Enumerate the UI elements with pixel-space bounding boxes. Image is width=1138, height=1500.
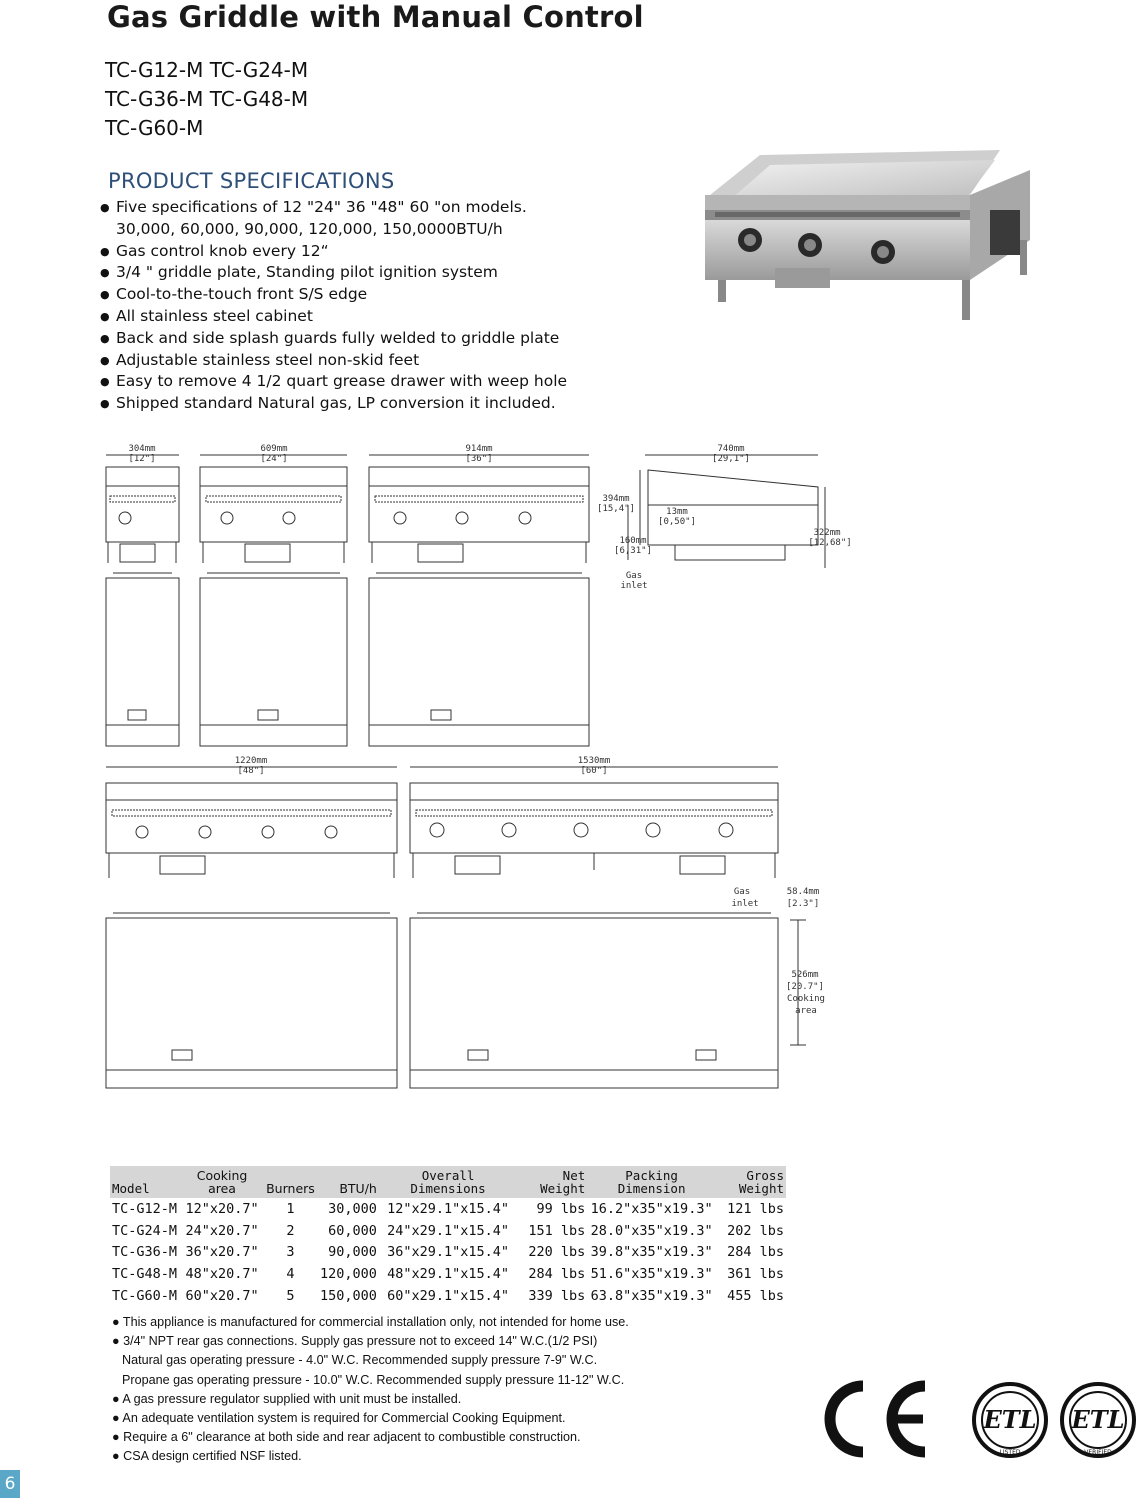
cell-btu: 90,000 xyxy=(328,1244,377,1261)
etl-listed-icon xyxy=(970,1380,1050,1460)
col-pack xyxy=(587,1166,716,1198)
dim-label: 1530mm xyxy=(577,756,611,766)
spec-item: ● Shipped standard Natural gas, LP conversion it included. xyxy=(100,393,567,415)
table-row xyxy=(110,1242,786,1264)
cell-pack: 63.8"x35"x19.3" xyxy=(590,1288,713,1305)
note-item xyxy=(112,1371,629,1390)
cell-model: TC-G48-M xyxy=(112,1266,178,1283)
page-title: Gas Griddle with Manual Control xyxy=(107,0,644,34)
cell-burners: 5 xyxy=(286,1288,295,1305)
col-net-2: Weight xyxy=(540,1181,586,1196)
cell-gross: 121 lbs xyxy=(727,1200,784,1217)
note-text: Propane gas operating pressure - 10.0" W.C. Recommended supply pressure 11-12" W.C. xyxy=(122,1372,625,1387)
col-btu: BTU/h xyxy=(318,1166,379,1198)
col-overall-1: Overall xyxy=(421,1168,475,1183)
note-text: Natural gas operating pressure - 4.0" W.C. Recommended supply pressure 7-9" W.C. xyxy=(122,1353,598,1368)
table-row xyxy=(110,1285,786,1307)
note-item: ● An adequate ventilation system is required for Commercial Cooking Equipment. xyxy=(112,1411,566,1426)
cell-overall: 36"x29.1"x15.4" xyxy=(387,1244,510,1261)
cell-model: TC-G24-M xyxy=(112,1222,178,1239)
spec-item: 30,000, 60,000, 90,000, 120,000, 150,0000BTU/h xyxy=(116,219,503,238)
spec-heading: PRODUCT SPECIFICATIONS xyxy=(108,169,395,193)
cell-overall: 24"x29.1"x15.4" xyxy=(387,1222,510,1239)
note-item: ● This appliance is manufactured for commercial installation only, not intended for home use. xyxy=(112,1315,629,1329)
dim-label: area xyxy=(795,1006,817,1016)
cell-gross: 455 lbs xyxy=(727,1288,784,1305)
cell-model: TC-G60-M xyxy=(112,1288,178,1305)
note-item: ● 3/4" NPT rear gas connections. Supply gas pressure not to exceed 14" W.C.(1/2 PSI) xyxy=(112,1334,598,1349)
cell-area: 24"x20.7" xyxy=(185,1222,259,1239)
dim-label: [36"] xyxy=(465,454,493,464)
dim-label: 1220mm xyxy=(234,756,268,766)
spec-item: ● Adjustable stainless steel non-skid feet xyxy=(100,350,567,372)
col-net-1: Net xyxy=(562,1168,586,1183)
note-item xyxy=(112,1351,629,1370)
model-line: TC-G60-M xyxy=(105,116,204,140)
dim-label: Gas xyxy=(625,571,643,581)
cell-pack: 51.6"x35"x19.3" xyxy=(590,1266,713,1283)
drawing-48-front xyxy=(106,767,397,878)
spec-item: ● Easy to remove 4 1/2 quart grease drawer with weep hole xyxy=(100,371,567,393)
note-item: ● A gas pressure regulator supplied with unit must be installed. xyxy=(112,1391,462,1406)
cell-area: 60"x20.7" xyxy=(185,1288,259,1305)
etl-text: ETL xyxy=(983,1405,1037,1434)
dim-label: inlet xyxy=(731,899,759,909)
col-model: Model xyxy=(110,1166,181,1198)
note-item: ● CSA design certified NSF listed. xyxy=(112,1449,302,1464)
cell-area: 12"x20.7" xyxy=(185,1200,259,1217)
notes-list xyxy=(112,1313,629,1467)
col-net xyxy=(517,1166,587,1198)
cell-gross: 284 lbs xyxy=(727,1244,784,1261)
col-area: Cooking area xyxy=(181,1166,263,1198)
dim-label: Gas xyxy=(733,887,751,897)
dim-label: 58.4mm xyxy=(786,887,820,897)
dim-label: 526mm xyxy=(791,970,819,980)
cell-btu: 60,000 xyxy=(328,1222,377,1239)
dim-label: 322mm xyxy=(813,528,841,538)
etl-verified-icon xyxy=(1058,1380,1138,1460)
cell-btu: 150,000 xyxy=(319,1288,377,1305)
cell-burners: 2 xyxy=(286,1222,295,1239)
col-overall-2: Dimensions xyxy=(410,1181,486,1196)
table-row xyxy=(110,1198,786,1220)
drawing-24-top xyxy=(200,573,347,746)
cell-pack: 28.0"x35"x19.3" xyxy=(590,1222,713,1239)
cell-model: TC-G36-M xyxy=(112,1244,178,1261)
dim-label: [0,50"] xyxy=(658,517,696,527)
ce-mark-icon xyxy=(815,1378,935,1460)
dim-label: inlet xyxy=(620,581,648,591)
cell-overall: 48"x29.1"x15.4" xyxy=(387,1266,510,1283)
note-text: A gas pressure regulator supplied with unit must be installed. xyxy=(122,1391,462,1406)
drawing-36-front xyxy=(369,455,589,563)
drawing-12-front xyxy=(106,455,179,563)
dim-label: [29,1"] xyxy=(712,454,750,464)
cell-burners: 3 xyxy=(286,1244,295,1261)
cell-net: 220 lbs xyxy=(528,1244,586,1261)
col-gross-1: Gross xyxy=(746,1168,784,1183)
spec-item: ● 3/4 " griddle plate, Standing pilot ignition system xyxy=(100,262,567,284)
dim-label: [12,68"] xyxy=(808,538,852,548)
col-pack-1: Packing xyxy=(625,1168,678,1183)
model-line: TC-G12-M TC-G24-M xyxy=(105,58,309,82)
spec-item: ● Back and side splash guards fully welded to griddle plate xyxy=(100,328,567,350)
cell-net: 151 lbs xyxy=(528,1222,586,1239)
spec-item: ● Gas control knob every 12“ xyxy=(100,241,567,263)
dim-label: Cooking xyxy=(787,994,825,1004)
col-pack-2: Dimension xyxy=(617,1181,686,1196)
note-item: ● Require a 6" clearance at both side and rear adjacent to combustible construction. xyxy=(112,1430,581,1445)
spec-table xyxy=(110,1166,786,1307)
dim-label: [48"] xyxy=(237,766,265,776)
drawing-48-top xyxy=(106,913,397,1088)
cell-net: 99 lbs xyxy=(536,1200,586,1217)
drawing-12-top xyxy=(106,573,179,746)
note-text: Require a 6" clearance at both side and rear adjacent to combustible construction. xyxy=(123,1430,581,1445)
table-header-row xyxy=(110,1166,786,1198)
cell-net: 284 lbs xyxy=(528,1266,586,1283)
dim-label: 914mm xyxy=(465,444,493,454)
table-row xyxy=(110,1263,786,1285)
cell-pack: 16.2"x35"x19.3" xyxy=(590,1200,713,1217)
dim-label: [20.7"] xyxy=(786,982,824,992)
drawing-60-top xyxy=(410,913,806,1088)
cell-area: 36"x20.7" xyxy=(185,1244,259,1261)
cell-model: TC-G12-M xyxy=(112,1200,178,1217)
model-line: TC-G36-M TC-G48-M xyxy=(105,87,309,111)
page-number: 6 xyxy=(0,1470,20,1498)
cell-pack: 39.8"x35"x19.3" xyxy=(590,1244,713,1261)
note-text: An adequate ventilation system is required for Commercial Cooking Equipment. xyxy=(122,1411,566,1426)
dim-label: 13mm xyxy=(666,507,688,517)
cell-btu: 120,000 xyxy=(319,1266,377,1283)
dim-label: 740mm xyxy=(717,444,745,454)
cell-burners: 4 xyxy=(286,1266,295,1283)
cell-gross: 202 lbs xyxy=(727,1222,784,1239)
cell-area: 48"x20.7" xyxy=(185,1266,259,1283)
dim-label: [12"] xyxy=(128,454,156,464)
table-row xyxy=(110,1220,786,1242)
dim-label: [24"] xyxy=(260,454,288,464)
cell-burners: 1 xyxy=(286,1200,295,1217)
col-overall xyxy=(379,1166,517,1198)
col-burners: Burners xyxy=(263,1166,318,1198)
spec-item: ● All stainless steel cabinet xyxy=(100,306,567,328)
etl-verified-text: VERIFIED xyxy=(1084,1449,1112,1456)
cell-net: 339 lbs xyxy=(528,1288,586,1305)
dim-label: 609mm xyxy=(260,444,288,454)
dim-label: [60"] xyxy=(580,766,608,776)
drawing-60-front xyxy=(410,767,778,878)
dim-label: [2.3"] xyxy=(786,899,820,909)
drawing-36-top xyxy=(369,573,589,746)
cell-overall: 60"x29.1"x15.4" xyxy=(387,1288,510,1305)
cell-btu: 30,000 xyxy=(328,1200,377,1217)
drawing-24-front xyxy=(200,455,347,563)
cell-overall: 12"x29.1"x15.4" xyxy=(387,1200,510,1217)
spec-item: ● Cool-to-the-touch front S/S edge xyxy=(100,284,567,306)
note-text: This appliance is manufactured for commercial installation only, not intended for home use. xyxy=(122,1315,629,1329)
cell-gross: 361 lbs xyxy=(727,1266,784,1283)
note-text: 3/4" NPT rear gas connections. Supply gas pressure not to exceed 14" W.C.(1/2 PSI) xyxy=(123,1334,598,1349)
dim-label: 394mm xyxy=(602,494,630,504)
note-text: CSA design certified NSF listed. xyxy=(123,1449,302,1464)
dim-label: [6,31"] xyxy=(614,546,652,556)
dim-label: [15,4"] xyxy=(597,504,635,514)
spec-item: ● Five specifications of 12 "24" 36 "48" 60 "on models. xyxy=(100,197,567,219)
dim-label: 304mm xyxy=(128,444,156,454)
col-gross-2: Weight xyxy=(738,1181,784,1196)
etl-listed-text: LISTED xyxy=(999,1449,1021,1456)
etl-text: ETL xyxy=(1071,1405,1125,1434)
col-gross xyxy=(716,1166,786,1198)
dim-label: 160mm xyxy=(619,536,647,546)
drawing-side xyxy=(628,455,825,568)
